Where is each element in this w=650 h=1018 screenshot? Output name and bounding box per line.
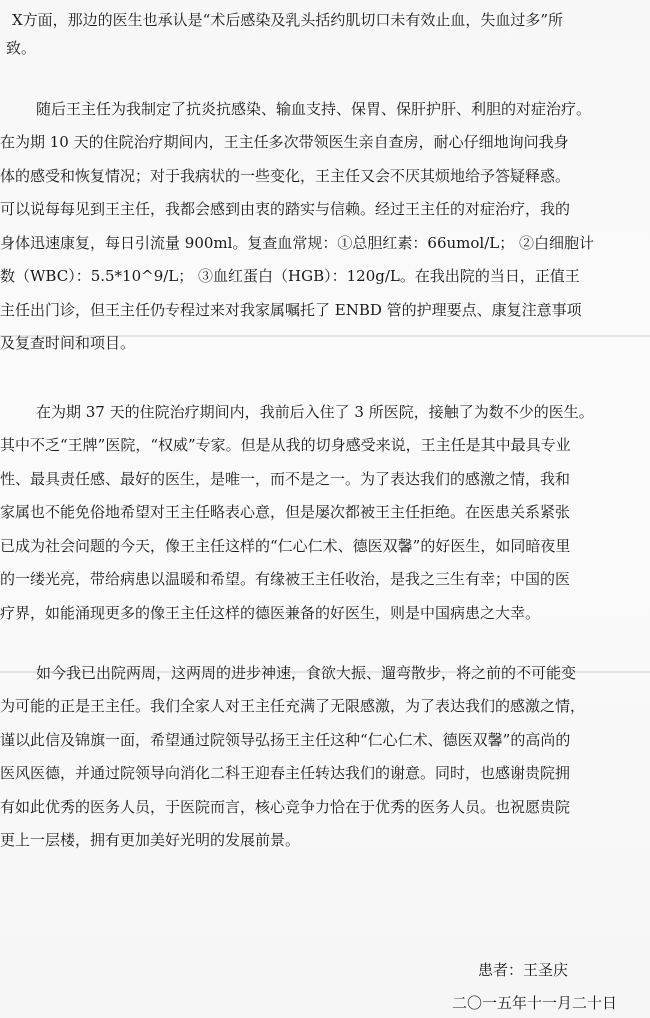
- letter-date: 二〇一五年十一月二十日: [452, 994, 618, 1012]
- text-line: 疗界，如能涌现更多的像王主任这样的德医兼备的好医生，则是中国病患之大幸。: [0, 604, 541, 622]
- text-line: 及复查时间和项目。: [0, 334, 136, 352]
- text-line: 致。: [6, 39, 37, 57]
- text-line: 医风医德，并通过院领导向消化二科王迎春主任转达我们的谢意。同时，也感谢贵院拥: [0, 764, 571, 782]
- text-line: 有如此优秀的医务人员，于医院而言，核心竞争力恰在于优秀的医务人员。也祝愿贵院: [0, 798, 571, 816]
- text-line: X方面，那边的医生也承认是“术后感染及乳头括约肌切口未有效止血，失血过多”所: [12, 11, 564, 29]
- text-line: 数（WBC）：5.5*10^9/L； ③血红蛋白（HGB）：120g/L。在我出院的当日，正值王: [0, 267, 580, 285]
- text-line: 在为期 10 天的住院治疗期间内，王主任多次带领医生亲自查房，耐心仔细地询问我身: [0, 133, 569, 151]
- text-line: 已成为社会问题的今天，像王主任这样的“仁心仁术、德医双馨”的好医生，如同暗夜里: [0, 537, 571, 555]
- text-line: 性、最具责任感、最好的医生，是唯一，而不是之一。为了表达我们的感激之情，我和: [0, 470, 571, 488]
- text-line: 更上一层楼，拥有更加美好光明的发展前景。: [0, 831, 301, 849]
- text-line: 可以说每每见到王主任，我都会感到由衷的踏实与信赖。经过王主任的对症治疗，我的: [0, 200, 571, 218]
- text-line: 主任出门诊，但王主任仍专程过来对我家属嘱托了 ENBD 管的护理要点、康复注意事项: [0, 301, 582, 319]
- text-line: 随后王主任为我制定了抗炎抗感染、输血支持、保胃、保肝护肝、利胆的对症治疗。: [36, 100, 592, 118]
- text-line: 的一缕光亮，带给病患以温暖和希望。有缘被王主任收治，是我之三生有幸；中国的医: [0, 570, 571, 588]
- patient-signature: 患者：王圣庆: [478, 961, 569, 979]
- text-line: 体的感受和恢复情况；对于我病状的一些变化，王主任又会不厌其烦地给予答疑释惑。: [0, 167, 571, 185]
- text-line: 为可能的正是王主任。我们全家人对王主任充满了无限感激，为了表达我们的感激之情，: [0, 697, 586, 715]
- text-line: 家属也不能免俗地希望对王主任略表心意，但是屡次都被王主任拒绝。在医患关系紧张: [0, 503, 571, 521]
- text-line: 其中不乏“王牌”医院，“权威”专家。但是从我的切身感受来说，王主任是其中最具专业: [0, 436, 571, 454]
- text-line: 身体迅速康复，每日引流量 900ml。复查血常规：①总胆红素：66umol/L； ②白细胞计: [0, 234, 595, 252]
- text-line: 在为期 37 天的住院治疗期间内，我前后入住了 3 所医院，接触了为数不少的医生。: [36, 403, 594, 421]
- text-line: 如今我已出院两周，这两周的进步神速，食欲大振、遛弯散步，将之前的不可能变: [36, 664, 577, 682]
- text-line: 谨以此信及锦旗一面，希望通过院领导弘扬王主任这种“仁心仁术、德医双馨”的高尚的: [0, 731, 571, 749]
